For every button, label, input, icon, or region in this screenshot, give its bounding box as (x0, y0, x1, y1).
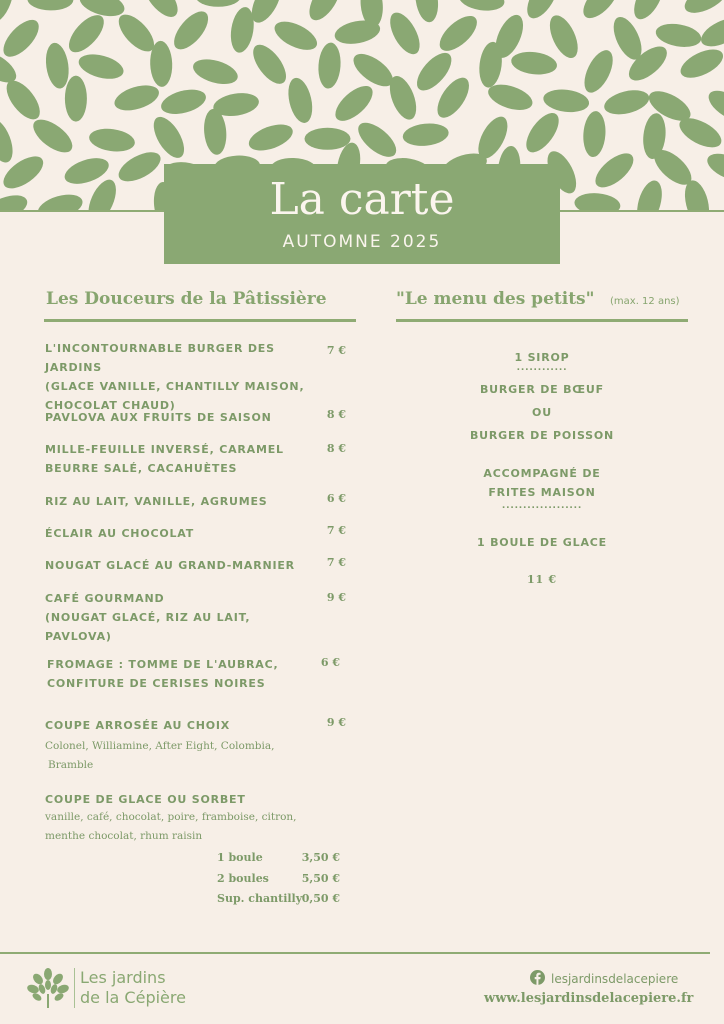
brand-name: Les jardins de la Cépière (80, 968, 186, 1007)
kids-line: OU (532, 406, 552, 419)
scoop-price: 3,50 € (301, 851, 340, 864)
dessert-price: 7 € (326, 344, 346, 357)
kids-line: ACCOMPAGNÉ DE (483, 467, 601, 480)
leaf-shape (65, 76, 87, 122)
scoop-price: 5,50 € (301, 872, 340, 885)
title-box (164, 164, 560, 264)
dessert-price: 6 € (320, 656, 340, 669)
season-subtitle: AUTOMNE 2025 (282, 232, 442, 252)
dessert-item-cafe-gourmand: CAFÉ GOURMAND (NOUGAT GLACÉ, RIZ AU LAIT, PAVLOVA) (45, 592, 251, 643)
desserts-rule (44, 319, 356, 322)
scoop-label: 2 boules (217, 872, 269, 885)
dessert-price: 9 € (326, 591, 346, 604)
kids-line: BURGER DE BŒUF (480, 383, 604, 396)
dessert-price: 7 € (326, 524, 346, 537)
kids-line: 1 BOULE DE GLACE (477, 536, 607, 549)
kids-line: 1 SIROP (514, 351, 570, 364)
dessert-item-fromage: FROMAGE : TOMME DE L'AUBRAC, CONFITURE DE CERISES NOIRES (47, 658, 279, 690)
kids-dots: ................... (501, 501, 583, 511)
kids-line: BURGER DE POISSON (469, 429, 615, 442)
scoop-label: 1 boule (217, 851, 263, 864)
dessert-item-coupe-arrosee: COUPE ARROSÉE AU CHOIX (45, 719, 231, 732)
leaf-shape (305, 128, 351, 150)
tree-logo-icon (26, 966, 70, 1014)
facebook-link[interactable] (530, 970, 678, 988)
scoop-label: Sup. chantilly (217, 892, 303, 905)
dessert-item-nougat: NOUGAT GLACÉ AU GRAND-MARNIER (45, 559, 295, 572)
facebook-icon (530, 970, 545, 988)
dessert-item-burger: L'INCONTOURNABLE BURGER DES JARDINS (GLACE VANILLE, CHANTILLY MAISON, CHOCOLAT CHAUD) (45, 342, 305, 412)
dessert-item-millefeuille: MILLE-FEUILLE INVERSÉ, CARAMEL BEURRE SALÉ, CACAHUÈTES (45, 443, 284, 475)
dessert-price: 9 € (326, 716, 346, 729)
dessert-price: 8 € (326, 442, 346, 455)
dessert-item-eclair: ÉCLAIR AU CHOCOLAT (45, 527, 195, 540)
page-title: La carte (269, 174, 455, 225)
dessert-item-riz-au-lait: RIZ AU LAIT, VANILLE, AGRUMES (45, 495, 268, 508)
brand-separator (74, 968, 75, 1008)
kids-line: FRITES MAISON (488, 486, 596, 499)
coupe-arrosee-description: Colonel, Williamine, After Eight, Colombia, Bramble (45, 740, 275, 771)
kids-dots: ............ (516, 363, 568, 373)
dessert-price: 6 € (326, 492, 346, 505)
dessert-price: 8 € (326, 408, 346, 421)
kids-section-title: "Le menu des petits" (396, 289, 595, 309)
dessert-item-pavlova: PAVLOVA AUX FRUITS DE SAISON (45, 411, 272, 424)
kids-price: 11 € (527, 573, 557, 586)
coupe-glace-title: COUPE DE GLACE OU SORBET (45, 793, 246, 806)
footer-divider (0, 952, 710, 954)
kids-rule (396, 319, 688, 322)
website-link[interactable]: www.lesjardinsdelacepiere.fr (484, 991, 694, 1006)
kids-age-note: (max. 12 ans) (610, 296, 680, 307)
desserts-section-title: Les Douceurs de la Pâtissière (46, 289, 327, 309)
dessert-price: 7 € (326, 556, 346, 569)
coupe-glace-description: vanille, café, chocolat, poire, framboise, citron, menthe chocolat, rhum raisin (45, 811, 297, 842)
facebook-handle: lesjardinsdelacepiere (551, 972, 679, 986)
scoop-price: 0,50 € (301, 892, 340, 905)
